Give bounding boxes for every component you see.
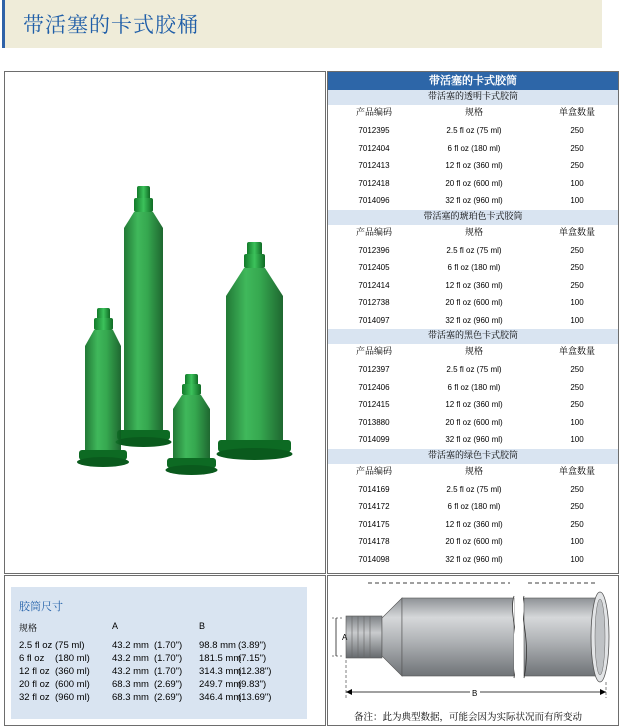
product-spec: 2.5 fl oz (75 ml) <box>446 126 502 135</box>
product-code: 7012414 <box>358 280 390 290</box>
product-table <box>328 72 618 568</box>
dimensions-cell: 68.3 mm <box>112 679 149 690</box>
dimensions-cell: 249.7 mm <box>199 679 242 690</box>
dimensions-cell: 43.2 mm <box>112 666 149 677</box>
product-spec: 2.5 fl oz (75 ml) <box>446 245 502 255</box>
cartridge-photo <box>13 78 319 490</box>
dimensions-cell: 98.8 mm <box>199 640 236 651</box>
product-spec: 12 fl oz (360 ml) <box>445 161 503 170</box>
dimensions-cell: 6 fl oz <box>19 653 45 664</box>
table-row <box>328 294 618 312</box>
column-header: 单盒数量 <box>558 347 595 357</box>
dimensions-cell: (2.69") <box>154 692 183 703</box>
product-code: 7012405 <box>358 263 390 272</box>
product-spec: 6 fl oz (180 ml) <box>447 143 501 153</box>
dimensions-cell: (180 ml) <box>55 653 90 664</box>
cartridge-2-5oz <box>166 374 218 475</box>
table-row <box>328 312 618 330</box>
table-row <box>328 140 618 158</box>
section-title: 带活塞的透明卡式胶筒 <box>328 90 618 105</box>
column-header: 单盒数量 <box>558 108 595 118</box>
section-title: 带活塞的琥珀色卡式胶筒 <box>328 210 618 225</box>
column-header: 单盒数量 <box>558 466 595 477</box>
dimension-label-a: A <box>342 633 348 642</box>
table-row <box>328 175 618 193</box>
table-row <box>328 157 618 175</box>
dimensions-cell: 2.5 fl oz <box>19 640 53 651</box>
dimensions-header <box>11 621 307 635</box>
product-spec: 32 fl oz (960 ml) <box>445 196 503 205</box>
box-quantity: 100 <box>570 417 584 427</box>
dimensions-cell: (7.15") <box>238 653 267 664</box>
column-header: 产品编码 <box>355 347 392 357</box>
column-header: 产品编码 <box>355 466 392 477</box>
product-code: 7012413 <box>358 161 390 170</box>
product-code: 7012406 <box>358 382 390 392</box>
dimensions-cell: 20 fl oz <box>19 679 50 690</box>
box-quantity: 250 <box>570 382 584 392</box>
box-quantity: 250 <box>570 502 584 511</box>
column-header-row <box>328 344 618 361</box>
dimensions-cell: (1.70") <box>154 640 183 651</box>
product-table-frame <box>327 71 619 574</box>
section-title: 带活塞的绿色卡式胶筒 <box>328 449 618 464</box>
table-row <box>328 431 618 449</box>
table-row <box>328 551 618 569</box>
product-code: 7014099 <box>358 435 390 444</box>
product-spec: 20 fl oz (600 ml) <box>445 178 503 188</box>
dimensions-cell: 43.2 mm <box>112 640 149 651</box>
diagram-frame <box>327 575 619 726</box>
product-photo-frame <box>4 71 326 574</box>
dimensions-row <box>11 692 307 705</box>
box-quantity: 250 <box>570 126 584 135</box>
product-code: 7012396 <box>358 245 390 255</box>
product-code: 7012418 <box>358 178 390 188</box>
product-spec: 6 fl oz (180 ml) <box>447 502 501 511</box>
box-quantity: 100 <box>570 435 584 444</box>
product-code: 7014169 <box>358 484 390 494</box>
column-header: 规格 <box>464 347 483 357</box>
dimensions-frame <box>4 575 326 726</box>
product-spec: 32 fl oz (960 ml) <box>445 315 503 325</box>
dimensions-cell: (1.70") <box>154 666 183 677</box>
product-code: 7012397 <box>358 365 390 374</box>
dimensions-cell: (75 ml) <box>55 640 85 651</box>
product-code: 7014098 <box>358 554 390 564</box>
cartridge-12oz <box>116 186 172 447</box>
table-row <box>328 533 618 551</box>
box-quantity: 100 <box>570 315 584 325</box>
product-spec: 32 fl oz (960 ml) <box>445 435 503 444</box>
column-header: 规格 <box>464 466 483 477</box>
box-quantity: 250 <box>570 519 584 529</box>
column-header: 规格 <box>464 227 483 238</box>
dimensions-cell: (960 ml) <box>55 692 90 703</box>
box-quantity: 250 <box>570 263 584 272</box>
dimensions-row <box>11 640 307 653</box>
dimensions-cell: 346.4 mm <box>199 692 242 703</box>
product-code: 7014178 <box>358 537 390 546</box>
dimensions-cell: 12 fl oz <box>19 666 50 677</box>
dimensions-header-a: A <box>112 621 119 631</box>
product-code: 7012738 <box>358 298 390 307</box>
box-quantity: 250 <box>570 484 584 494</box>
product-spec: 20 fl oz (600 ml) <box>445 537 503 546</box>
box-quantity: 250 <box>570 161 584 170</box>
table-row <box>328 414 618 432</box>
dimensions-header-spec: 规格 <box>19 623 38 633</box>
product-spec: 12 fl oz (360 ml) <box>445 280 503 290</box>
dimensions-cell: (360 ml) <box>55 666 90 677</box>
product-code: 7014096 <box>358 196 390 205</box>
dimensions-cell: (12.38") <box>238 666 272 677</box>
product-code: 7013880 <box>358 417 390 427</box>
box-quantity: 250 <box>570 400 584 409</box>
product-spec: 12 fl oz (360 ml) <box>445 400 503 409</box>
dimensions-cell: 314.3 mm <box>199 666 242 677</box>
dimensions-title: 胶筒尺寸 <box>19 600 63 613</box>
product-spec: 6 fl oz (180 ml) <box>447 263 501 272</box>
dimensions-header-b: B <box>199 621 206 631</box>
product-table-title: 带活塞的卡式胶筒 <box>328 72 618 90</box>
product-spec: 20 fl oz (600 ml) <box>445 417 503 427</box>
product-code: 7014097 <box>358 315 390 325</box>
cartridge-20oz <box>217 242 293 460</box>
box-quantity: 250 <box>570 245 584 255</box>
column-header: 单盒数量 <box>558 227 595 238</box>
box-quantity: 250 <box>570 365 584 374</box>
column-header: 产品编码 <box>355 227 392 238</box>
box-quantity: 100 <box>570 298 584 307</box>
dimensions-cell: (1.70") <box>154 653 183 664</box>
page-header <box>2 0 602 48</box>
page-title: 带活塞的卡式胶桶 <box>23 13 199 37</box>
box-quantity: 250 <box>570 280 584 290</box>
product-code: 7014175 <box>358 519 390 529</box>
dimensions-cell: (3.89") <box>238 640 267 651</box>
column-header-row <box>328 464 618 481</box>
product-spec: 12 fl oz (360 ml) <box>445 519 503 529</box>
box-quantity: 250 <box>570 143 584 153</box>
dimensions-cell: (2.69") <box>154 679 183 690</box>
dimensions-cell: 43.2 mm <box>112 653 149 664</box>
dimensions-row <box>11 679 307 692</box>
product-spec: 2.5 fl oz (75 ml) <box>446 365 502 374</box>
product-spec: 6 fl oz (180 ml) <box>447 382 501 392</box>
table-row <box>328 516 618 534</box>
product-spec: 2.5 fl oz (75 ml) <box>446 484 502 494</box>
box-quantity: 100 <box>570 554 584 564</box>
table-row <box>328 277 618 295</box>
dimensions-row <box>11 666 307 679</box>
product-code: 7012404 <box>358 143 390 153</box>
box-quantity: 100 <box>570 178 584 188</box>
product-spec: 20 fl oz (600 ml) <box>445 298 503 307</box>
table-row <box>328 242 618 260</box>
table-row <box>328 192 618 210</box>
dimensions-cell: 68.3 mm <box>112 692 149 703</box>
product-code: 7012395 <box>358 126 390 135</box>
column-header: 产品编码 <box>355 108 392 118</box>
table-row <box>328 122 618 140</box>
product-code: 7012415 <box>358 400 390 409</box>
table-row <box>328 259 618 277</box>
table-row <box>328 361 618 379</box>
table-row <box>328 379 618 397</box>
dimensions-cell: (9.83") <box>238 679 267 690</box>
cartridge-dimension-diagram <box>328 576 618 706</box>
column-header-row <box>328 225 618 242</box>
dimensions-cell: (600 ml) <box>55 679 90 690</box>
table-row <box>328 498 618 516</box>
box-quantity: 100 <box>570 196 584 205</box>
dimensions-cell: 32 fl oz <box>19 692 50 703</box>
box-quantity: 100 <box>570 537 584 546</box>
column-header: 规格 <box>464 108 483 118</box>
dimensions-cell: 181.5 mm <box>199 653 242 664</box>
product-spec: 32 fl oz (960 ml) <box>445 554 503 564</box>
dimensions-cell: (13.69") <box>238 692 272 703</box>
table-row <box>328 396 618 414</box>
diagram-note: 备注：此为典型数据，可能会因为实际状况而有所变动 <box>354 712 583 723</box>
section-title: 带活塞的黑色卡式胶筒 <box>328 329 618 344</box>
product-code: 7014172 <box>358 502 390 511</box>
dimensions-box <box>11 587 307 719</box>
dimension-label-b: B <box>472 689 478 698</box>
dimensions-row <box>11 653 307 666</box>
table-row <box>328 481 618 499</box>
column-header-row <box>328 105 618 122</box>
